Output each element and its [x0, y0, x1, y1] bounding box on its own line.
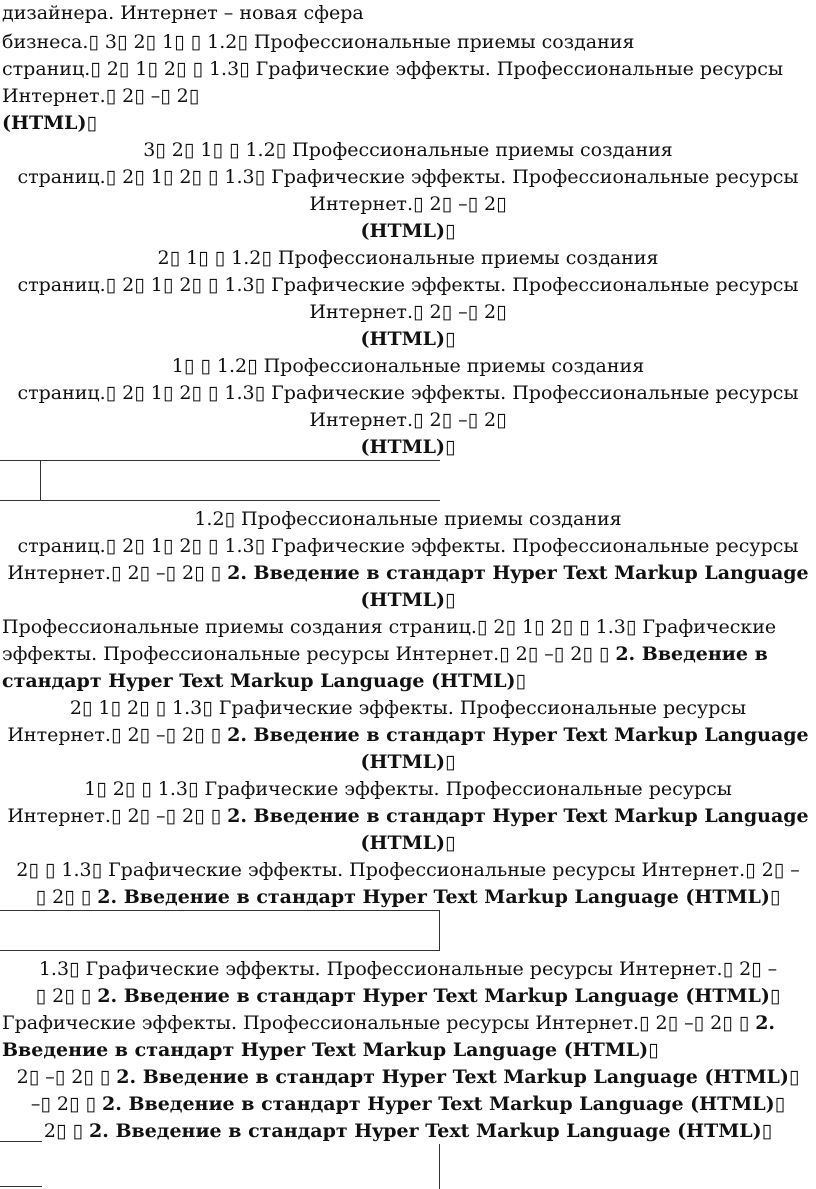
line-bold-text: 2. Введение в [615, 643, 768, 665]
divider-line [0, 1186, 42, 1187]
text-line [0, 803, 816, 830]
line-text: 2▯ 1▯ ▯ 1.2▯ Профессиональные приемы создания [157, 247, 659, 269]
line-text: Интернет.▯ 2▯ –▯ 2▯ [309, 301, 507, 323]
text-line [0, 245, 816, 272]
divider-line [439, 910, 440, 951]
text-line [0, 749, 816, 776]
divider-line [0, 460, 440, 461]
line-text: (HTML)▯ [360, 751, 456, 773]
text-line [0, 614, 814, 641]
line-text: страниц.▯ 2▯ 1▯ 2▯ ▯ 1.3▯ Графические эффекты. Профессиональные ресурсы [17, 535, 799, 557]
line-text: 2▯ ▯ [43, 1120, 89, 1142]
text-line [0, 380, 816, 407]
line-text: (HTML)▯ [360, 220, 456, 242]
text-line [0, 884, 816, 911]
divider-line [0, 950, 440, 951]
line-text: 1.3▯ Графические эффекты. Профессиональные ресурсы Интернет.▯ 2▯ – [38, 958, 778, 980]
divider-line [0, 910, 440, 911]
line-text: ▯ 2▯ ▯ [35, 886, 98, 908]
text-line [0, 830, 816, 857]
line-text: 2▯ –▯ 2▯ ▯ [16, 1066, 117, 1088]
text-line [0, 0, 814, 27]
text-line [0, 137, 816, 164]
line-bold-text: 2. Введение в стандарт Hyper Text Markup Language (HTML)▯ [97, 886, 781, 908]
text-line [0, 110, 814, 137]
line-bold-text: 2. Введение в стандарт Hyper Text Markup Language (HTML)▯ [116, 1066, 800, 1088]
divider-line [0, 1141, 42, 1142]
line-text: 2▯ 1▯ 2▯ ▯ 1.3▯ Графические эффекты. Профессиональные ресурсы [69, 697, 747, 719]
line-text: (HTML)▯ [360, 328, 456, 350]
line-text: 1▯ ▯ 1.2▯ Профессиональные приемы создания [171, 355, 645, 377]
text-line [0, 434, 816, 461]
line-text: эффекты. Профессиональные ресурсы Интернет.▯ 2▯ –▯ 2▯ ▯ [2, 643, 616, 665]
text-line [0, 1064, 816, 1091]
divider-line [0, 500, 440, 501]
line-text: Интернет.▯ 2▯ –▯ 2▯ [2, 85, 200, 107]
text-line [0, 776, 816, 803]
text-line [0, 533, 816, 560]
text-line [0, 857, 816, 884]
line-text: 1▯ 2▯ ▯ 1.3▯ Графические эффекты. Профессиональные ресурсы [84, 778, 732, 800]
line-text: Введение в стандарт Hyper Text Markup Language (HTML)▯ [2, 1039, 659, 1061]
text-line [0, 1118, 816, 1145]
line-text: страниц.▯ 2▯ 1▯ 2▯ ▯ 1.3▯ Графические эффекты. Профессиональные ресурсы [17, 274, 799, 296]
line-text: дизайнера. Интернет – новая сфера [2, 2, 364, 24]
line-text: Интернет.▯ 2▯ –▯ 2▯ [309, 193, 507, 215]
line-text: 3▯ 2▯ 1▯ ▯ 1.2▯ Профессиональные приемы создания [143, 139, 673, 161]
line-bold-text: 2. [755, 1012, 776, 1034]
text-line [0, 695, 816, 722]
text-line [0, 722, 816, 749]
divider-line [40, 460, 41, 501]
line-bold-text: 2. Введение в стандарт Hyper Text Markup Language (HTML)▯ [89, 1120, 773, 1142]
text-line [0, 191, 816, 218]
line-text: (HTML)▯ [360, 589, 456, 611]
text-line [0, 218, 816, 245]
line-text: 2▯ ▯ 1.3▯ Графические эффекты. Профессиональные ресурсы Интернет.▯ 2▯ – [16, 859, 800, 881]
line-bold-text: 2. Введение в стандарт Hyper Text Markup Language (HTML)▯ [102, 1093, 786, 1115]
text-line [0, 407, 816, 434]
text-line [0, 641, 814, 668]
divider-line [439, 1144, 440, 1189]
line-text: ▯ 2▯ ▯ [35, 985, 98, 1007]
line-text: 1.2▯ Профессиональные приемы создания [194, 508, 622, 530]
line-bold-text: 2. Введение в стандарт Hyper Text Markup Language [227, 805, 809, 827]
text-line [0, 272, 816, 299]
text-line [0, 587, 816, 614]
text-line [0, 668, 814, 695]
line-text: (HTML)▯ [2, 112, 97, 134]
text-line [0, 353, 816, 380]
line-text: Интернет.▯ 2▯ –▯ 2▯ ▯ [7, 805, 228, 827]
line-text: Профессиональные приемы создания страниц.▯ 2▯ 1▯ 2▯ ▯ 1.3▯ Графические [2, 616, 777, 638]
line-text: бизнеса.▯ 3▯ 2▯ 1▯ ▯ 1.2▯ Профессиональные приемы создания [2, 31, 635, 53]
text-line [0, 983, 816, 1010]
line-text: страниц.▯ 2▯ 1▯ 2▯ ▯ 1.3▯ Графические эффекты. Профессиональные ресурсы [17, 382, 799, 404]
line-text: (HTML)▯ [360, 436, 456, 458]
line-text: Графические эффекты. Профессиональные ресурсы Интернет.▯ 2▯ –▯ 2▯ ▯ [2, 1012, 756, 1034]
text-line [0, 560, 816, 587]
text-line [0, 1010, 814, 1037]
text-line [0, 956, 816, 983]
text-line [0, 83, 814, 110]
line-text: (HTML)▯ [360, 832, 456, 854]
line-text: Интернет.▯ 2▯ –▯ 2▯ [309, 409, 507, 431]
text-line [0, 1091, 816, 1118]
line-text: страниц.▯ 2▯ 1▯ 2▯ ▯ 1.3▯ Графические эффекты. Профессиональные ресурсы [17, 166, 799, 188]
text-line [0, 299, 816, 326]
text-line [0, 326, 816, 353]
text-line [0, 506, 816, 533]
line-text: стандарт Hyper Text Markup Language (HTML)▯ [2, 670, 526, 692]
text-line [0, 29, 814, 56]
text-line [0, 1037, 814, 1064]
line-bold-text: 2. Введение в стандарт Hyper Text Markup Language [227, 562, 809, 584]
line-text: –▯ 2▯ ▯ [30, 1093, 102, 1115]
text-line [0, 164, 816, 191]
line-bold-text: 2. Введение в стандарт Hyper Text Markup Language (HTML)▯ [97, 985, 781, 1007]
text-line [0, 56, 814, 83]
line-text: Интернет.▯ 2▯ –▯ 2▯ ▯ [7, 724, 228, 746]
line-text: страниц.▯ 2▯ 1▯ 2▯ ▯ 1.3▯ Графические эффекты. Профессиональные ресурсы [2, 58, 784, 80]
line-text: Интернет.▯ 2▯ –▯ 2▯ ▯ [7, 562, 228, 584]
line-bold-text: 2. Введение в стандарт Hyper Text Markup Language [227, 724, 809, 746]
